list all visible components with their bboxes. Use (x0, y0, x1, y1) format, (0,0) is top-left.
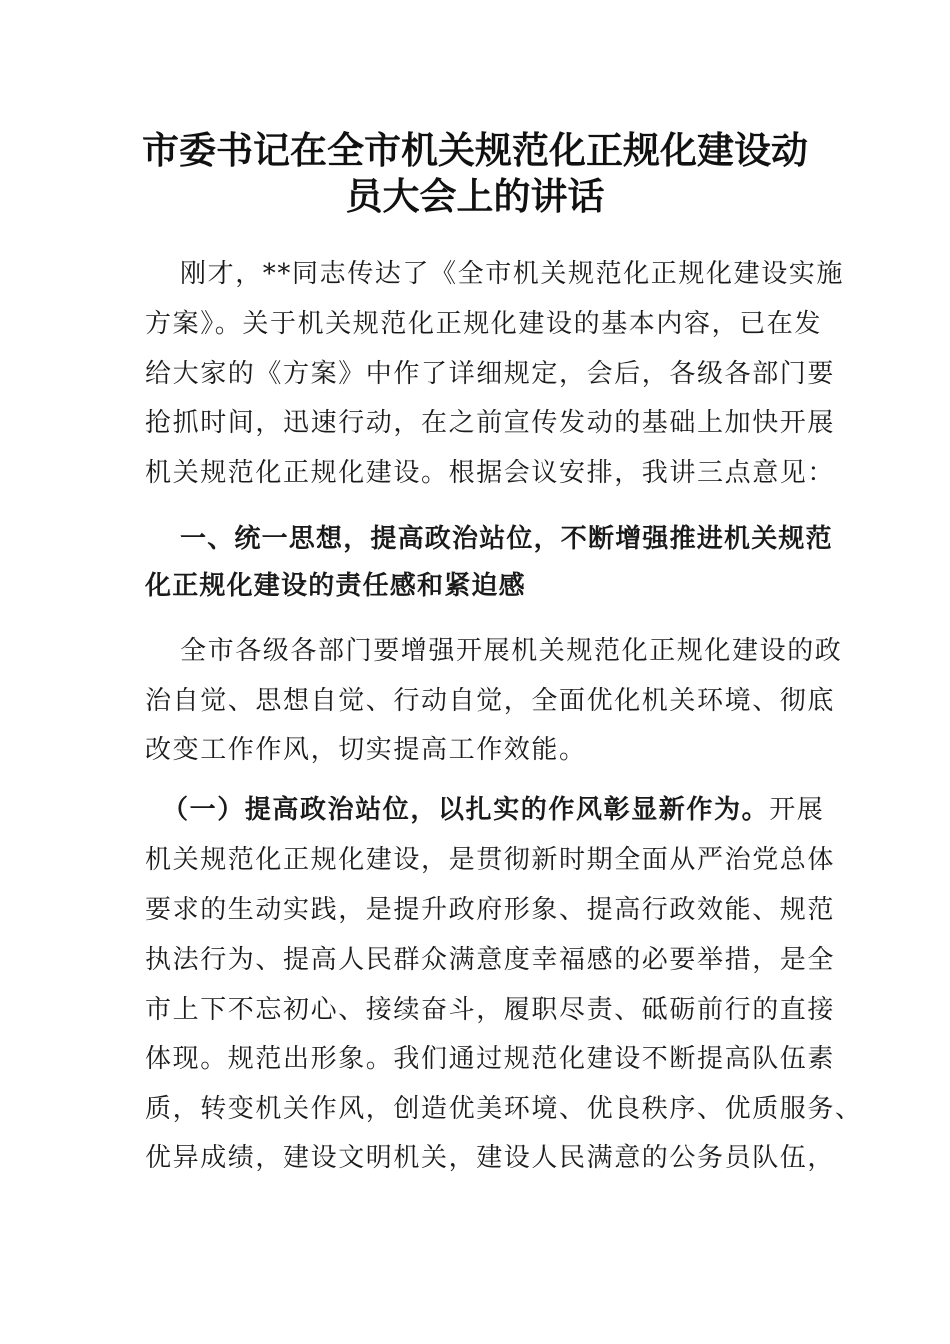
document-title-line-2: 员大会上的讲话 (345, 174, 605, 218)
paragraph-3-line-1 (162, 792, 825, 828)
subsection-heading: （一）提高政治站位，以扎实的作风彰显新作为。 (162, 795, 770, 825)
paragraph-2-line-3: 改变工作作风，切实提高工作效能。 (145, 735, 587, 765)
paragraph-1-line-2: 方案》。关于机关规范化正规化建设的基本内容，已在发 (145, 309, 823, 339)
paragraph-1-line-3: 给大家的《方案》中作了详细规定，会后，各级各部门要 (145, 359, 836, 389)
section-heading-1-line-2: 化正规化建设的责任感和紧迫感 (145, 571, 526, 601)
paragraph-1-line-1: 刚才，**同志传达了《全市机关规范化正规化建设实施 (180, 259, 845, 289)
paragraph-3-line-1-rest: 开展 (769, 795, 825, 825)
section-heading-1-line-1: 一、统一思想，提高政治站位，不断增强推进机关规范 (180, 524, 833, 554)
document-title-line-1: 市委书记在全市机关规范化正规化建设动 (142, 128, 808, 172)
paragraph-1-line-5: 机关规范化正规化建设。根据会议安排，我讲三点意见： (145, 458, 836, 488)
paragraph-3-line-3: 要求的生动实践，是提升政府形象、提高行政效能、规范 (145, 895, 836, 925)
paragraph-3-line-4: 执法行为、提高人民群众满意度幸福感的必要举措，是全 (145, 945, 836, 975)
paragraph-3-line-6: 体现。规范出形象。我们通过规范化建设不断提高队伍素 (145, 1044, 836, 1074)
paragraph-2-line-1: 全市各级各部门要增强开展机关规范化正规化建设的政 (180, 636, 843, 666)
paragraph-3-line-5: 市上下不忘初心、接续奋斗，履职尽责、砥砺前行的直接 (145, 995, 836, 1025)
paragraph-3-line-7: 质，转变机关作风，创造优美环境、优良秩序、优质服务、 (145, 1094, 863, 1124)
paragraph-1-line-4: 抢抓时间，迅速行动，在之前宣传发动的基础上加快开展 (145, 408, 836, 438)
paragraph-2-line-2: 治自觉、思想自觉、行动自觉，全面优化机关环境、彻底 (145, 686, 836, 716)
paragraph-3-line-8: 优异成绩，建设文明机关，建设人民满意的公务员队伍， (145, 1143, 836, 1173)
paragraph-3-line-2: 机关规范化正规化建设，是贯彻新时期全面从严治党总体 (145, 845, 836, 875)
